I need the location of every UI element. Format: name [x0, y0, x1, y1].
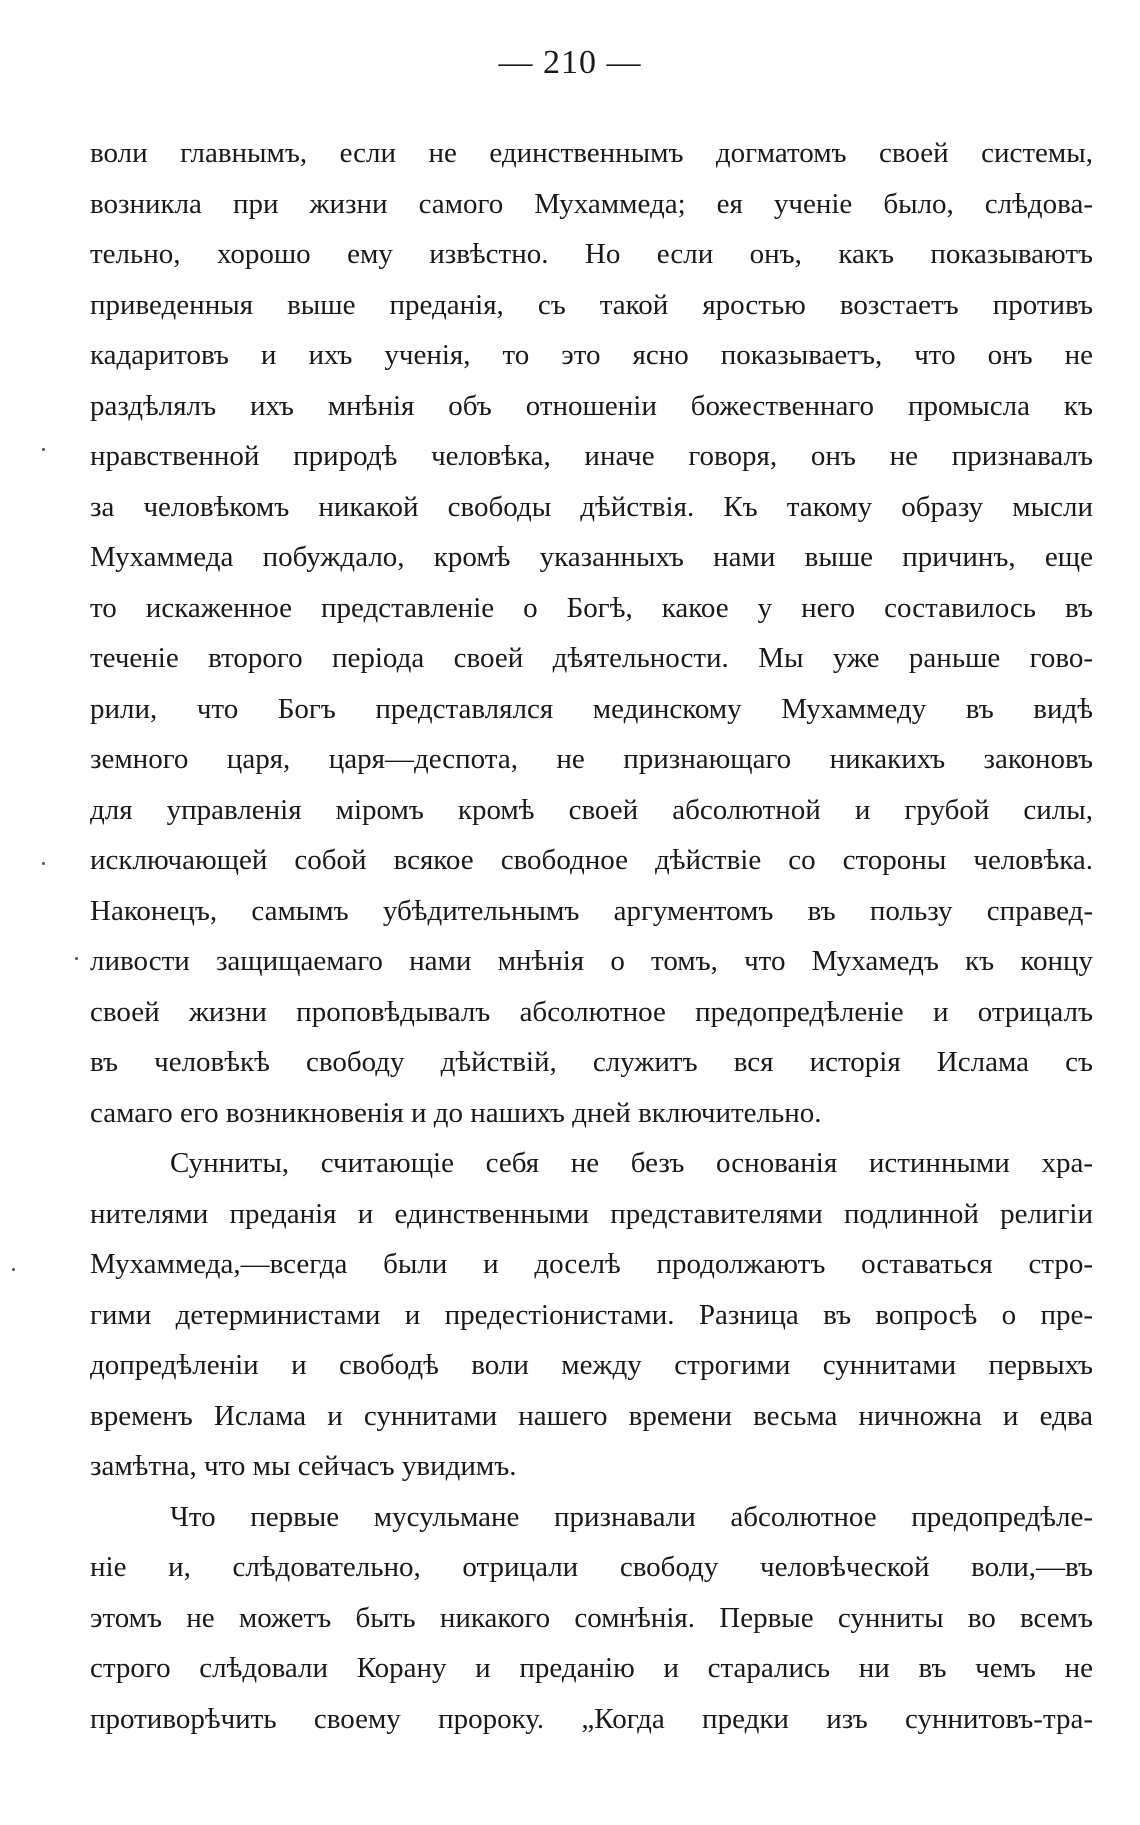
text-line: для управленія міромъ кромѣ своей абсолютной и грубой силы, [90, 793, 1093, 826]
margin-mark [42, 862, 45, 865]
page-number: — 210 — [498, 44, 642, 81]
text-line: раздѣлялъ ихъ мнѣнія объ отношеніи божественнаго промысла къ [90, 389, 1093, 422]
text-line: Наконецъ, самымъ убѣдительнымъ аргументомъ въ пользу справед- [90, 894, 1093, 927]
text-line: въ человѣкѣ свободу дѣйствій, служитъ вся исторія Ислама съ [90, 1046, 1093, 1078]
text-line: Мухаммеда,—всегда были и доселѣ продолжаютъ оставаться стро- [90, 1248, 1093, 1280]
paragraph-3 [90, 1492, 1093, 1745]
text-line: строго слѣдовали Корану и преданію и старались ни въ чемъ не [90, 1652, 1093, 1684]
text-line: тельно, хорошо ему извѣстно. Но если онъ, какъ показываютъ [90, 238, 1093, 270]
text-line: Что первые мусульмане признавали абсолютное предопредѣле- [170, 1500, 1093, 1533]
paragraph-1 [90, 128, 1093, 1138]
text-line: кадаритовъ и ихъ ученія, то это ясно показываетъ, что онъ не [90, 339, 1093, 371]
text-line: земного царя, царя—деспота, не признающаго никакихъ законовъ [90, 743, 1093, 775]
text-line: теченіе второго періода своей дѣятельности. Мы уже раньше гово- [90, 642, 1093, 674]
text-line: допредѣленіи и свободѣ воли между строгими суннитами первыхъ [90, 1349, 1093, 1381]
text-line: ніе и, слѣдовательно, отрицали свободу человѣческой воли,—въ [90, 1551, 1093, 1583]
text-line: рили, что Богъ представлялся мединскому Мухаммеду въ видѣ [90, 692, 1093, 725]
text-line: исключающей собой всякое свободное дѣйствіе со стороны человѣка. [90, 844, 1093, 876]
text-line: Сунниты, считающіе себя не безъ основанія истинными хра- [170, 1147, 1093, 1179]
margin-mark [12, 1268, 15, 1271]
text-line: гими детерминистами и предестіонистами. Разница въ вопросѣ о пре- [90, 1298, 1093, 1331]
text-line: нравственной природѣ человѣка, иначе говоря, онъ не признавалъ [90, 440, 1093, 472]
text-line: воли главнымъ, если не единственнымъ догматомъ своей системы, [90, 137, 1093, 169]
text-line: самаго его возникновенія и до нашихъ дней включительно. [90, 1096, 822, 1129]
text-line: возникла при жизни самого Мухаммеда; ея ученіе было, слѣдова- [90, 187, 1093, 220]
margin-mark [75, 957, 78, 960]
margin-mark [42, 448, 45, 451]
text-line: ливости защищаемаго нами мнѣнія о томъ, что Мухамедъ къ концу [90, 945, 1093, 977]
text-line: своей жизни проповѣдывалъ абсолютное предопредѣленіе и отрицалъ [90, 995, 1093, 1028]
text-line: противорѣчить своему пророку. „Когда предки изъ суннитовъ-тра- [90, 1702, 1093, 1735]
body-text [90, 128, 1093, 1744]
text-line: временъ Ислама и суннитами нашего времени весьма ничножна и едва [90, 1399, 1093, 1432]
text-line: этомъ не можетъ быть никакого сомнѣнія. Первые сунниты во всемъ [90, 1601, 1093, 1634]
text-line: приведенныя выше преданія, съ такой яростью возстаетъ противъ [90, 288, 1093, 321]
paragraph-2 [90, 1138, 1093, 1492]
text-line: нителями преданія и единственными представителями подлинной религіи [90, 1197, 1093, 1230]
text-line: за человѣкомъ никакой свободы дѣйствія. Къ такому образу мысли [90, 490, 1093, 523]
text-line: то искаженное представленіе о Богѣ, какое у него составилось въ [90, 591, 1093, 624]
text-line: Мухаммеда побуждало, кромѣ указанныхъ нами выше причинъ, еще [90, 541, 1093, 573]
text-line: замѣтна, что мы сейчасъ увидимъ. [90, 1450, 517, 1482]
